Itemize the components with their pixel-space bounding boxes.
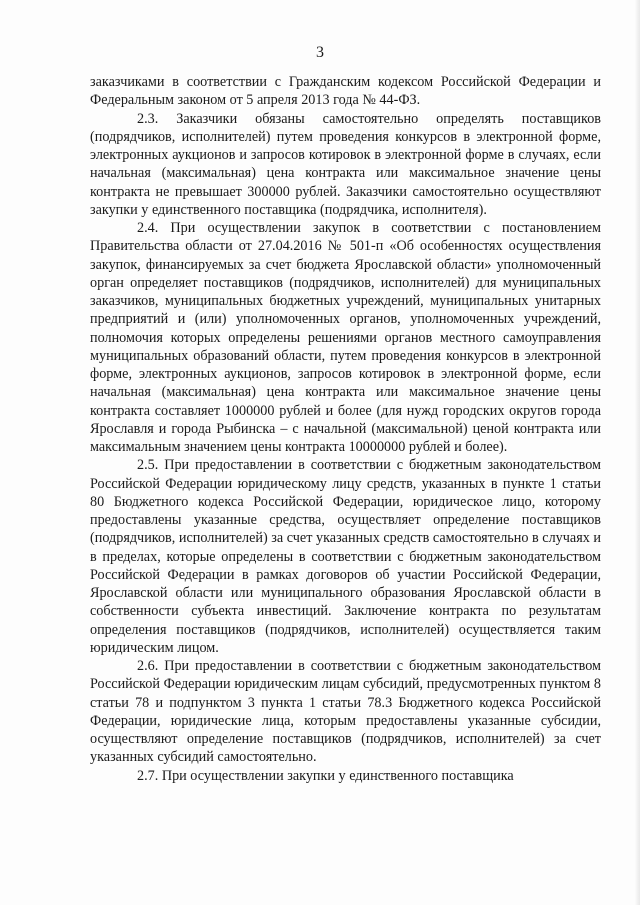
page-number: 3 — [316, 44, 324, 61]
paragraph-item-2-6: 2.6. При предоставлении в соответствии с бюджетным законодательством Российской Федерации юридическим лицам субсидий, предусмотренных пунктом 8 статьи 78 и подпунктом 3 пункта 1 статьи 78.3 Бюджетного кодекса Российской Федерации, юридические лица, которым предоставлены указанные субсидии, осуществляют определение поставщиков (подрядчиков, исполнителей) за счет указанных субсидий самостоятельно. — [90, 658, 601, 766]
document-body — [90, 73, 601, 785]
paragraph-item-2-4: 2.4. При осуществлении закупок в соответствии с постановлением Правительства области от 27.04.2016 № 501-п «Об особенностях осуществления закупок, финансируемых за счет бюджета Ярославской области» уполномоченный орган определяет поставщиков (подрядчиков, исполнителей) для муниципальных заказчиков, муниципальных бюджетных учреждений, муниципальных унитарных предприятий и (или) уполномоченных органов, уполномоченных учреждений, полномочия которых определены решениями органов местного самоуправления муниципальных образований области, путем проведения конкурсов в электронной форме, электронных аукционов, запросов котировок в электронной форме, если начальная (максимальная) цена контракта или максимальное значение цены контракта составляет 1000000 рублей и более (для нужд городских округов города Ярославля и города Рыбинска – с начальной (максимальной) ценой контракта или максимальным значением цены контракта 10000000 рублей и более). — [90, 220, 601, 455]
paragraph-item-2-3: 2.3. Заказчики обязаны самостоятельно определять поставщиков (подрядчиков, исполнителей) путем проведения конкурсов в электронной форме, электронных аукционов и запросов котировок в электронной форме в случаях, если начальная (максимальная) цена контракта или максимальное значение цены контракта не превышает 300000 рублей. Заказчики самостоятельно осуществляют закупки у единственного поставщика (подрядчика, исполнителя). — [90, 110, 601, 218]
paragraph-item-2-5: 2.5. При предоставлении в соответствии с бюджетным законодательством Российской Федерации юридическому лицу средств, указанных в пункте 1 статьи 80 Бюджетного кодекса Российской Федерации, юридическое лицо, которому предоставлены указанные средства, осуществляет определение поставщиков (подрядчиков, исполнителей) за счет указанных средств самостоятельно в случаях и в пределах, которые определены в соответствии с бюджетным законодательством Российской Федерации в рамках договоров об участии Российской Федерации, Ярославской области или муниципального образования Ярославской области в собственности субъекта инвестиций. Заключение контракта по результатам определения поставщиков (подрядчиков, исполнителей) осуществляется таким юридическим лицом. — [90, 457, 601, 656]
paragraph-continuation: заказчиками в соответствии с Гражданским кодексом Российской Федерации и Федеральным законом от 5 апреля 2013 года № 44-ФЗ. — [90, 74, 601, 109]
page-edge-shadow — [634, 0, 640, 905]
paragraph-item-2-7: 2.7. При осуществлении закупки у единственного поставщика — [137, 767, 514, 784]
